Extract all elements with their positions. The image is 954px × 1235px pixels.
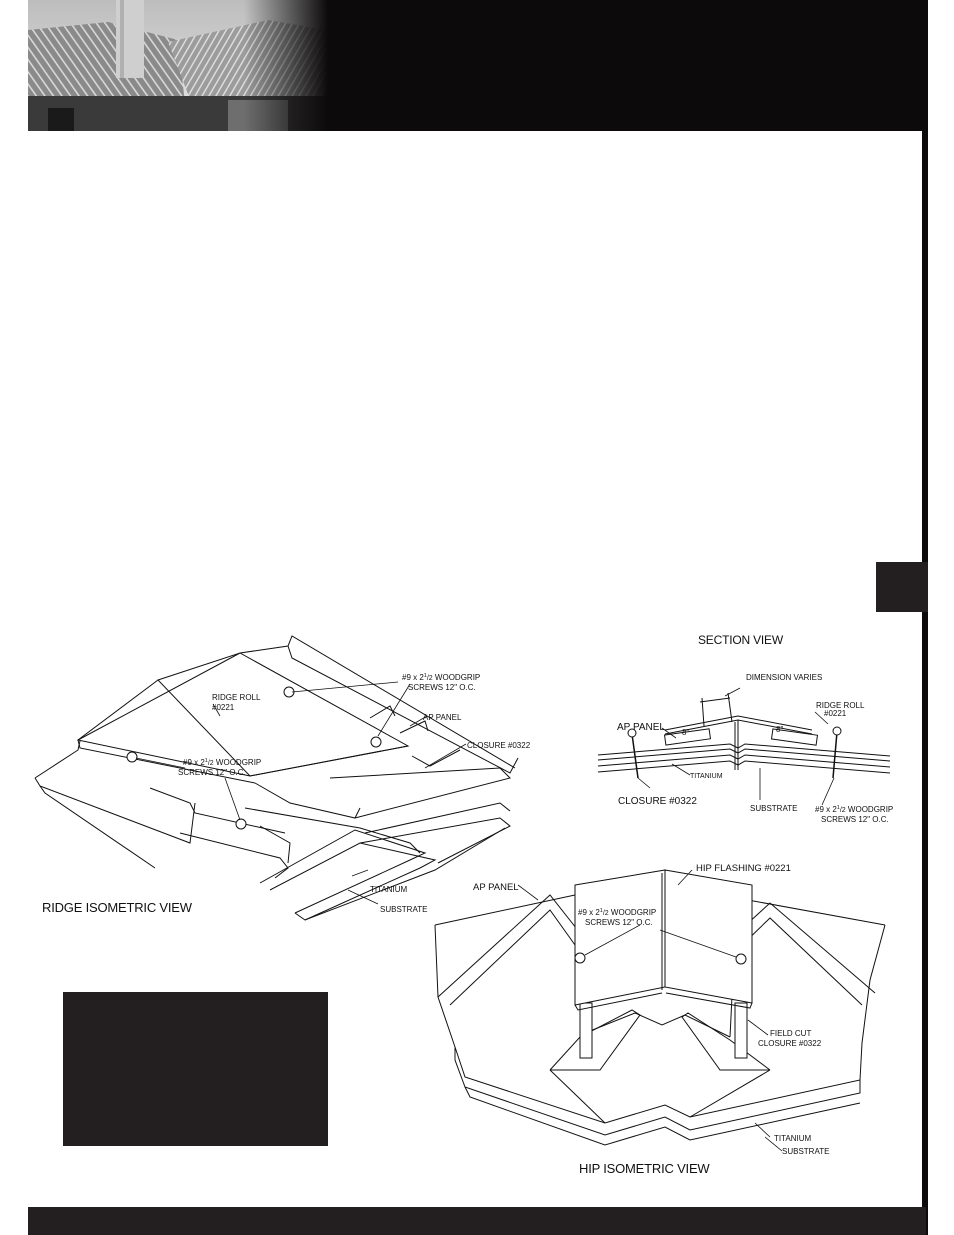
section-ridge-roll-part-label: #0221 [824,709,847,718]
ridge-screws-top-label: #9 x $2^1/2$ WOODGRIP [402,673,481,682]
screw-icon [371,737,381,747]
hip-field-cut-label: FIELD CUT [770,1029,812,1038]
section-eight-right-label: 8" [776,725,784,734]
section-eight-left-label: 8" [682,728,690,737]
section-ridge-roll-label: RIDGE ROLL [816,701,865,710]
screw-icon [127,752,137,762]
section-closure-label: CLOSURE #0322 [618,796,697,807]
section-screws-label: #9 x $2^1/2$ WOODGRIP [815,805,894,814]
section-screws-label-2: SCREWS 12" O.C. [821,815,889,824]
ridge-screws-left-label-2: SCREWS 12" O.C. [178,768,246,777]
side-tab [876,562,928,612]
ridge-roll-part-label: #0221 [212,703,235,712]
hip-view-title: HIP ISOMETRIC VIEW [579,1161,710,1176]
ridge-ap-panel-label: AP PANEL [423,713,462,722]
hip-screws-label: #9 x $2^1/2$ WOODGRIP [578,908,657,917]
section-titanium-label: TITANIUM [690,773,723,780]
hip-isometric-drawing [430,855,900,1175]
hip-field-cut-label-2: CLOSURE #0322 [758,1039,822,1048]
section-ap-panel-label: AP PANEL [617,722,665,733]
ridge-roll-label: RIDGE ROLL [212,693,261,702]
ridge-titanium-label: TITANIUM [370,885,408,894]
hip-flashing-label: HIP FLASHING #0221 [696,863,791,874]
note-box [63,992,328,1146]
screw-icon [833,727,841,735]
section-dimension-varies-label: DIMENSION VARIES [746,673,823,682]
hip-substrate-label: SUBSTRATE [782,1147,830,1156]
ridge-screws-left-label: #9 x $2^1/2$ WOODGRIP [183,758,262,767]
hip-titanium-label: TITANIUM [774,1134,812,1143]
screw-icon [736,954,746,964]
screw-icon [575,953,585,963]
section-view-drawing [590,660,910,830]
header-band [28,0,926,131]
hip-screws-label-2: SCREWS 12" O.C. [585,918,653,927]
section-substrate-label: SUBSTRATE [750,804,798,813]
ridge-view-title: RIDGE ISOMETRIC VIEW [42,900,192,915]
hip-ap-panel-label: AP PANEL [473,882,519,893]
section-view-title: SECTION VIEW [698,633,783,647]
header-roof-photo [28,0,328,131]
right-edge-rule [922,0,928,1235]
screw-icon [236,819,246,829]
footer-band [28,1207,926,1235]
ridge-closure-label: CLOSURE #0322 [467,741,531,750]
ridge-substrate-label: SUBSTRATE [380,905,428,914]
ridge-screws-top-label-2: SCREWS 12" O.C. [408,683,476,692]
